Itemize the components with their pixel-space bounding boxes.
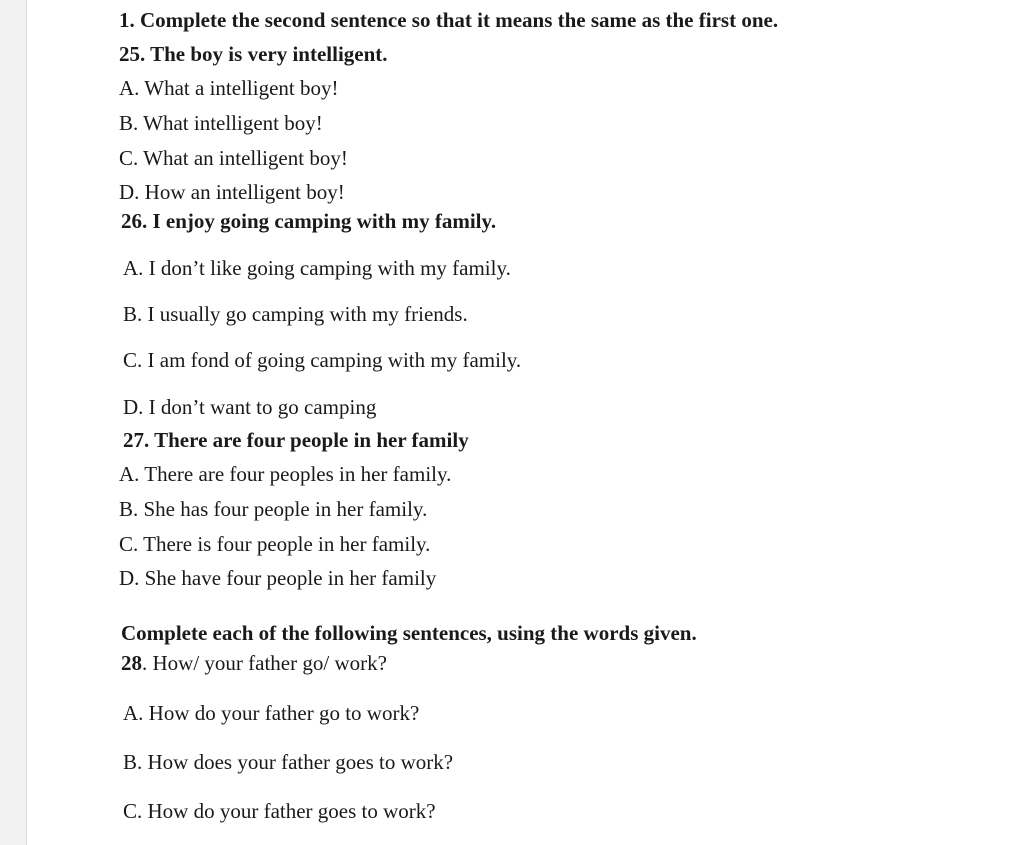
- question-28-text: . How/ your father go/ work?: [142, 651, 387, 675]
- question-26-option-a: A. I don’t like going camping with my family.: [123, 256, 511, 280]
- question-26-option-d: D. I don’t want to go camping: [123, 395, 377, 419]
- question-28-option-a: A. How do your father go to work?: [123, 701, 420, 725]
- question-27-option-c: C. There is four people in her family.: [119, 532, 431, 556]
- question-28-option-c: C. How do your father goes to work?: [123, 799, 436, 823]
- question-26-option-b: B. I usually go camping with my friends.: [123, 302, 468, 326]
- question-27-prompt: 27. There are four people in her family: [123, 428, 469, 452]
- question-25-option-c: C. What an intelligent boy!: [119, 146, 348, 170]
- question-25-option-b: B. What intelligent boy!: [119, 111, 323, 135]
- question-26-option-c: C. I am fond of going camping with my family.: [123, 348, 522, 372]
- question-25-prompt: 25. The boy is very intelligent.: [119, 42, 388, 66]
- instruction-subheading: Complete each of the following sentences, using the words given.: [121, 621, 697, 645]
- question-27-option-a: A. There are four peoples in her family.: [119, 462, 452, 486]
- question-28-option-b: B. How does your father goes to work?: [123, 750, 454, 774]
- question-25-option-d: D. How an intelligent boy!: [119, 180, 345, 204]
- question-28-prompt: [121, 650, 387, 676]
- question-25-option-a: A. What a intelligent boy!: [119, 76, 339, 100]
- question-28-number: 28: [121, 651, 142, 675]
- question-27-option-b: B. She has four people in her family.: [119, 497, 428, 521]
- instruction-heading: 1. Complete the second sentence so that it means the same as the first one.: [119, 8, 779, 32]
- question-27-option-d: D. She have four people in her family: [119, 566, 437, 590]
- question-26-prompt: 26. I enjoy going camping with my family.: [121, 209, 497, 233]
- document-page: [26, 0, 1024, 845]
